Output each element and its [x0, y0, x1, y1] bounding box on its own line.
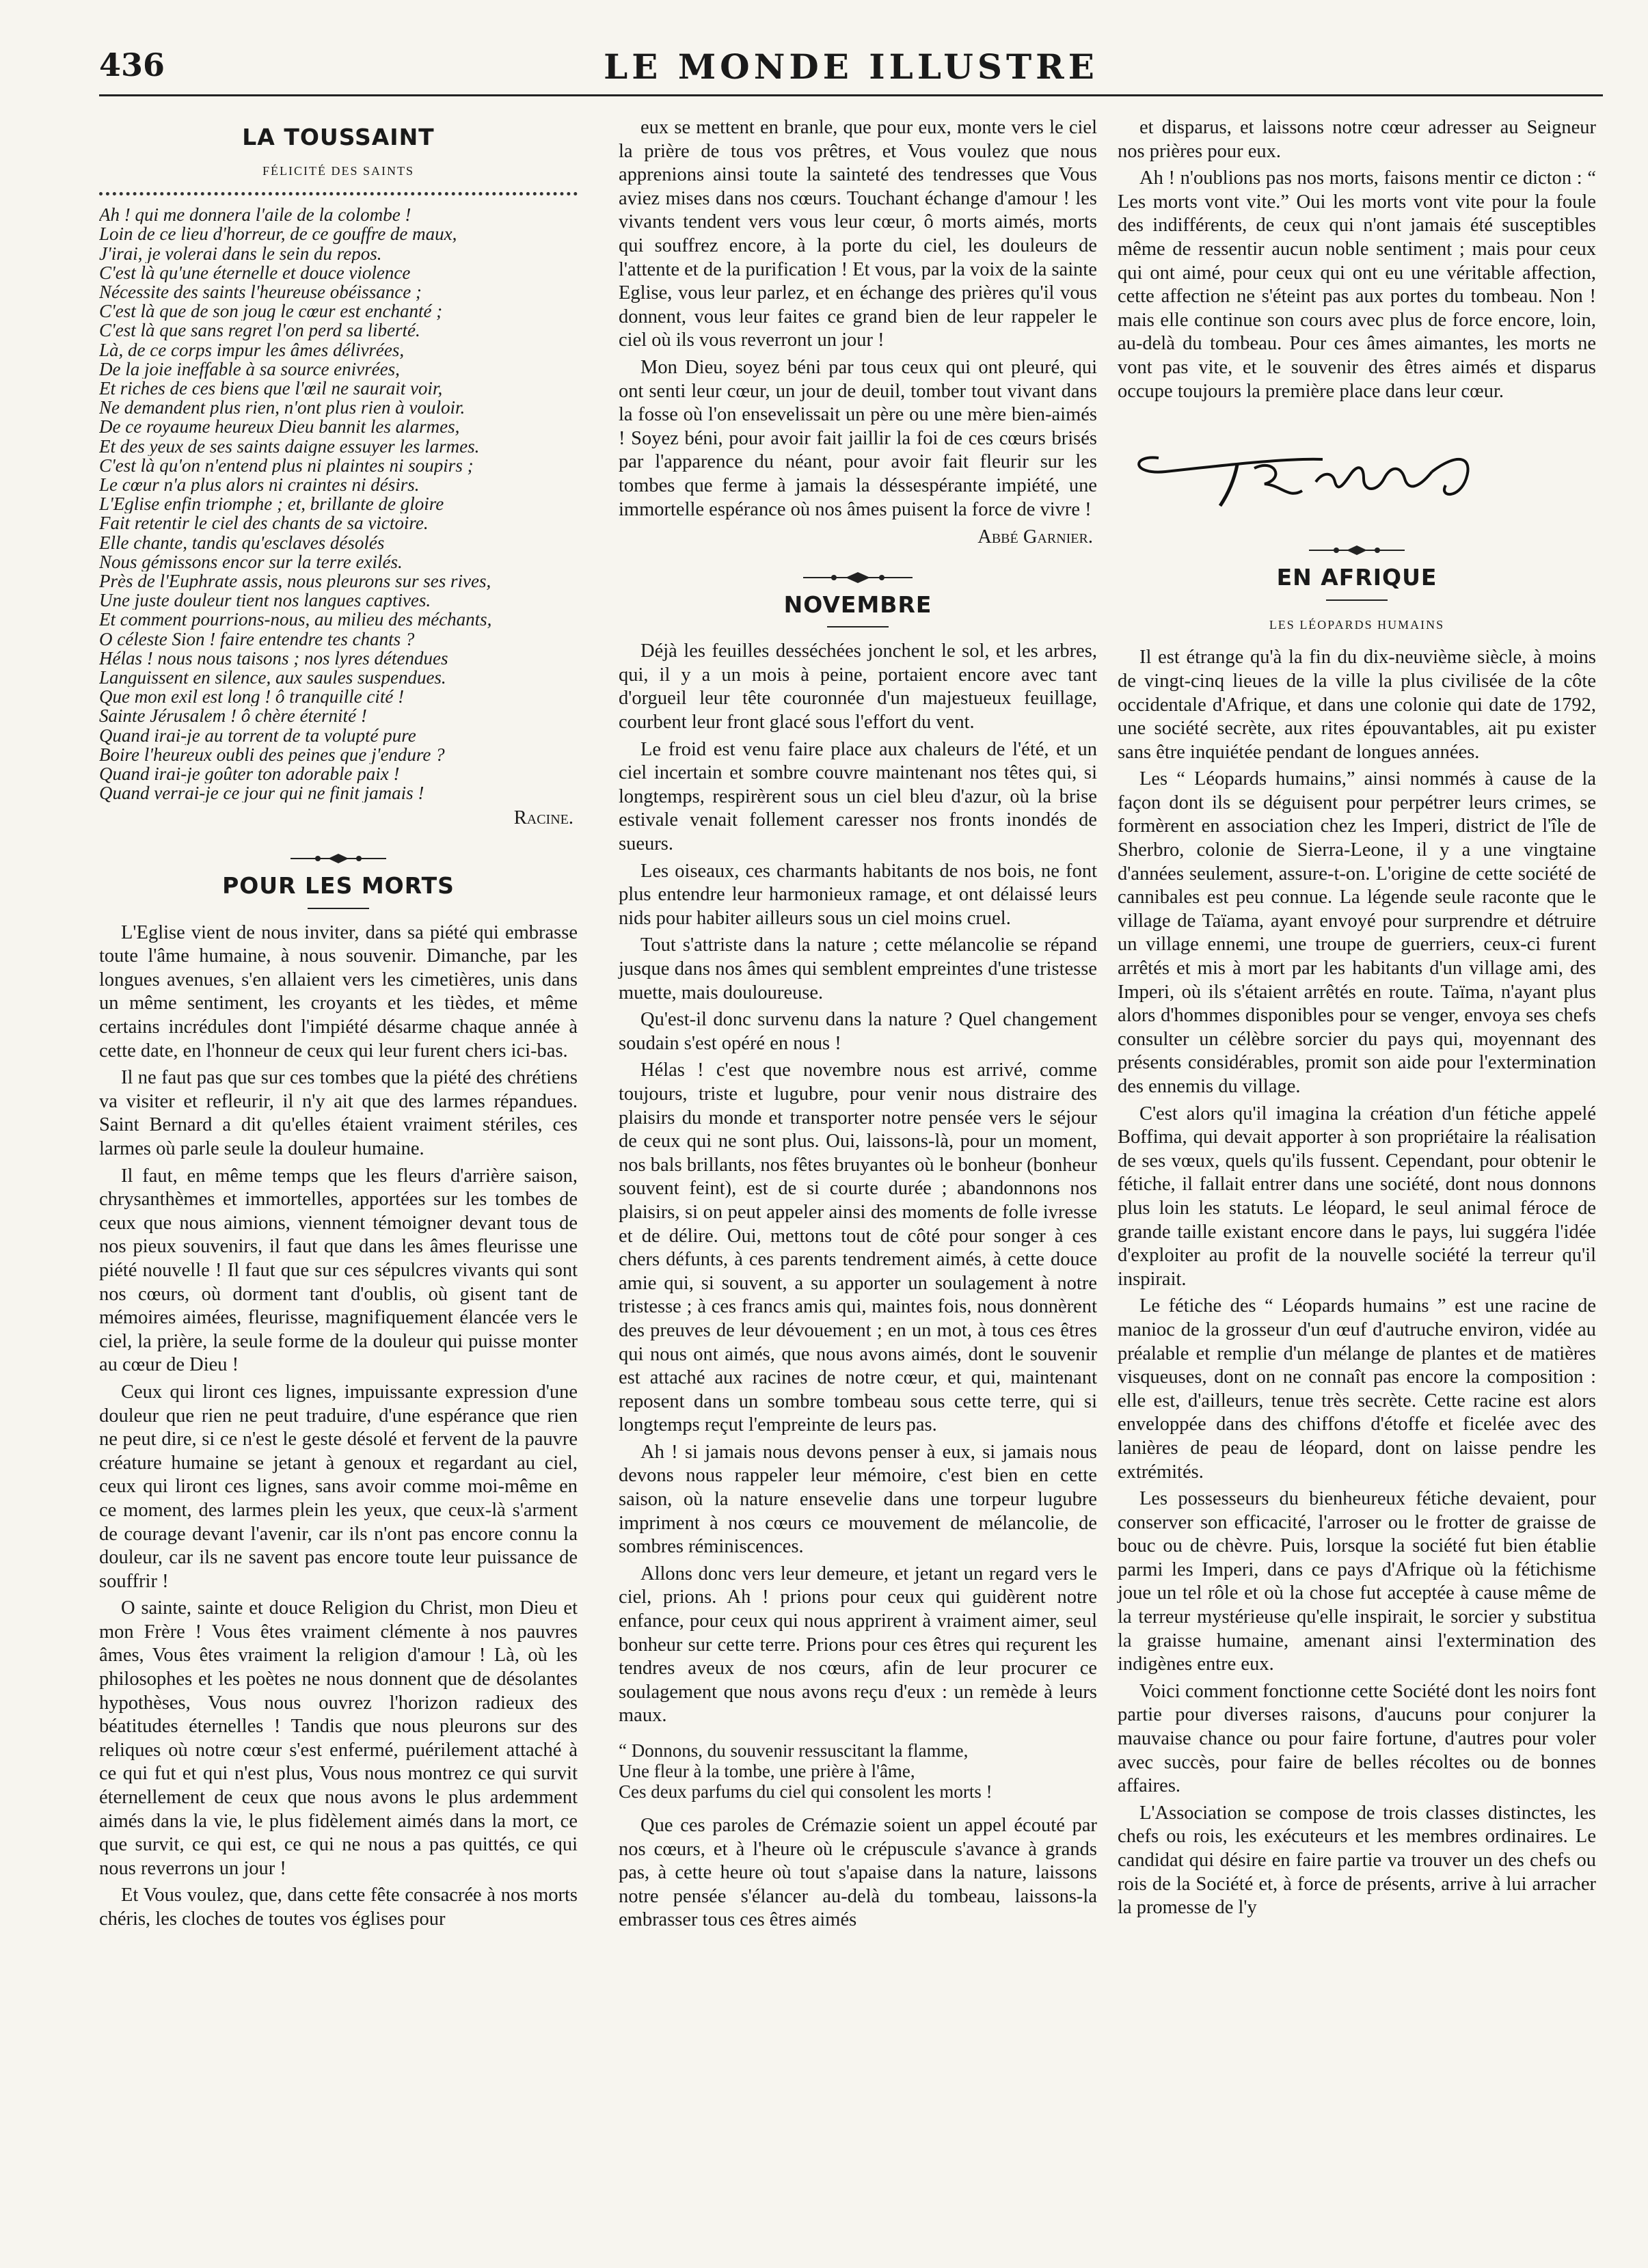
poem-line: Que mon exil est long ! ô tranquille cité !	[99, 687, 405, 707]
article-paragraph: et disparus, et laissons notre cœur adresser au Seigneur nos prières pour eux.	[1118, 117, 1596, 162]
quote-line: Ces deux parfums du ciel qui consolent les morts !	[619, 1781, 992, 1802]
ornament-divider	[1118, 540, 1596, 554]
poem-line: C'est là qu'on n'entend plus ni plaintes ni soupirs ;	[99, 455, 474, 476]
article-paragraph: L'Eglise vient de nous inviter, dans sa piété qui embrasse toute l'âme humaine, à nous souvenir. Dimanche, par les longues avenues, s'en allaient vers les cimetières, unis dans un même sentiment, les croyants et les tièdes, et même certains incrédules dont l'impiété désarme chaque année à cette date, en l'honneur de ceux qui leur furent chers ici-bas.	[99, 921, 578, 1062]
poem-line: Fait retentir le ciel des chants de sa victoire.	[99, 513, 429, 533]
article-paragraph: Les “ Léopards humains,” ainsi nommés à cause de la façon dont ils se déguisent pour perpétrer leurs crimes, se formèrent en association chez les Imperi, district de l'île de Sherbro, colonie de Sierra-Leone, il y a une vingtaine d'années seulement, assure-t-on. L'origine de cette société de cannibales est peu connue. La légende seule raconte que le village de Taïama, ayant envoyé pour surprendre et détruire un village ennemi, une troupe de guerriers, ceux-ci furent arrêtés et mis à mort par les habitants d'un village ami, des Imperi, où ils s'étaient arrêtés en route. Taïma, n'ayant plus alors d'hommes disponibles pour se venger, envoya ses chefs consulter un célèbre sorcier du pays qui, moyennant des présents considérables, promit son aide pour l'extermination des ennemis du village.	[1118, 768, 1596, 1097]
article-paragraph: Et Vous voulez, que, dans cette fête consacrée à nos morts chéris, les cloches de toutes vos églises pour	[99, 1885, 578, 1930]
poem-line: Nécessite des saints l'heureuse obéissance ;	[99, 282, 422, 302]
novembre-paragraph: Que ces paroles de Crémazie soient un appel écouté par nos cœurs, et à l'heure où le crépuscule s'avance à grands pas, à cette heure où tout s'apaise dans la nature, laissons notre pensée s'élancer au-delà du tombeau, laissons-la embrasser tous ces êtres aimés	[619, 1815, 1097, 1931]
ornament-divider	[619, 567, 1097, 581]
poem-line: C'est là que sans regret l'on perd sa liberté.	[99, 321, 420, 340]
pour-les-morts-article	[99, 921, 578, 1932]
article-paragraph: eux se mettent en branle, que pour eux, monte vers le ciel la prière de tous vos prêtres, et Vous voulez que nous apprenions ainsi toute la sainteté des tendresses que Vous aviez mises dans nos cœurs. Touchant échange d'amour ! les vivants tendent vers vous leur cœur, ô morts aimés, morts qui souffrez encore, à la porte du ciel, les douleurs de l'attente et de la purification ! Et vous, par la voix de la sainte Eglise, vous leur parlez, et en échange des prières qu'il vous donnent, vous leur faites ce grand bien de leur rappeler le ciel où ils vous reverront un jour !	[619, 117, 1097, 351]
article-paragraph: Déjà les feuilles desséchées jonchent le sol, et les arbres, qui, il y a un mois à peine, portaient encore avec tant d'orgueil leur tête couronnée d'un majestueux feuillage, courbent leur front glacé sous l'effort du vent.	[619, 640, 1097, 733]
poem-line: Ah ! qui me donnera l'aile de la colombe !	[99, 205, 411, 225]
poem-line: Près de l'Euphrate assis, nous pleurons sur ses rives,	[99, 571, 491, 591]
poem-line: Quand irai-je goûter ton adorable paix !	[99, 764, 400, 784]
poem-line: Là, de ce corps impur les âmes délivrées,	[99, 340, 405, 360]
masthead	[99, 46, 1603, 101]
article-paragraph: Mon Dieu, soyez béni par tous ceux qui ont pleuré, qui ont senti leur cœur, un jour de deuil, tomber tout vivant dans la fosse où l'on ensevelissait un père ou une mère bien-aimés ! Soyez béni, pour avoir fait jaillir la foi de ces cœurs brisés par l'apparence du néant, pour avoir fait fleurir sur les tombes que ferme à jamais la déssespérante impiété, une immortelle espérance où nos âmes puisent la force de vivre !	[619, 356, 1097, 520]
article-paragraph: Les possesseurs du bienheureux fétiche devaient, pour conserver son efficacité, l'arroser ou le frotter de graisse de bouc ou de chèvre. Puis, lorsque la société fut bien établie parmi les Imperi, dans ce pays d'Afrique où la fétichisme joue un tel rôle et où la chose fut acceptée à cause même de la terreur mystérieuse qu'elle inspirait, le sorcier y substitua la graisse humaine, amenant ainsi l'extermination des indigènes entre eux.	[1118, 1488, 1596, 1675]
article-paragraph: Ah ! n'oublions pas nos morts, faisons mentir ce dicton : “ Les morts vont vite.” Oui les morts vont vite pour la foule des indifférents, de ceux qui n'ont jamais été susceptibles même de ressentir aucun noble sentiment ; mais pour ceux qui ont aimé, pour ceux qui ont eu une véritable affection, cette affection ne s'éteint pas aux portes du tombeau. Non ! mais elle continue son cours avec plus de force encore, loin, au-delà du tombeau. Pour ces âmes aimantes, les morts ne vont pas vite, et le souvenir des êtres aimés et disparus occupe toujours la première place dans leur cœur.	[1118, 167, 1596, 402]
poem-line: J'irai, je volerai dans le sein du repos.	[99, 243, 382, 263]
article-paragraph: O sainte, sainte et douce Religion du Christ, mon Dieu et mon Frère ! Vous êtes vraiment clémente à nos pauvres âmes, Vous êtes vraiment la religion d'amour ! Là, où les philosophes et les poètes ne nous donnent que de désolantes hypothèses, Vous nous ouvrez l'horizon radieux des béatitudes éternelles ! Tandis que nous pleurons sur des reliques où notre cœur s'est enfermé, puérilement attaché à ce qui fut et qui n'est plus, Vous nous montrez ce qui survit éternellement de ceux que nous avons le plus ardemment aimés dans la vie, le plus fidèlement aimés dans la mort, ce que survit, ce qui est, ce qui ne nous a pas quittés, ce qui nous reverrons un jour !	[99, 1597, 578, 1879]
cremazie-quote	[619, 1740, 1097, 1802]
toussaint-subtitle: FÉLICITÉ DES SAINTS	[262, 163, 414, 178]
poem-line: C'est là que de son joug le cœur est enchanté ;	[99, 301, 443, 321]
poem-line: C'est là qu'une éternelle et douce violence	[99, 262, 411, 282]
toussaint-title: LA TOUSSAINT	[242, 124, 435, 150]
poem-line: De ce royaume heureux Dieu bannit les alarmes,	[99, 417, 460, 437]
column-2	[619, 116, 1097, 1932]
article-paragraph: Hélas ! c'est que novembre nous est arrivé, comme toujours, triste et lugubre, pour venir nous distraire des plaisirs du monde et transporter notre pensée vers le séjour de ceux qui ne sont plus. Oui, laissons-là, pour un moment, nos bals brillants, nos fêtes bruyantes où le bonheur (bonheur souvent feint), est de si courte durée ; abandonnons nos plaisirs, si on peut appeler ainsi des moments de folle ivresse et de délire. Oui, mettons tout de côté pour songer à ces chers défunts, à ces parents tendrement aimés, à cette douce amie qui, si souvent, a su apporter un soulagement à notre tristesse ; à ces francs amis qui, maintes fois, nous donnèrent des preuves de leur dévouement ; en un mot, à tous ces êtres qui nous ont aimés, que nous avons aimés, dont le souvenir est attaché aux racines de notre cœur, et qui, maintenant reposent dans un sombre tombeau sous cette terre, qui si longtemps reçut l'empreinte de leurs pas.	[619, 1059, 1097, 1436]
article-paragraph: Allons donc vers leur demeure, et jetant un regard vers le ciel, prions. Ah ! prions pour ceux qui guidèrent notre enfance, pour ceux qui nous apprirent à vraiment aimer, seul bonheur sur cette terre. Prions pour ces êtres qui reçurent les tendres aveux de nos cœurs, afin de leur procurer ce soulagement que nous avons reçu d'eux : un remède à leurs maux.	[619, 1563, 1097, 1727]
pour-les-morts-title: POUR LES MORTS	[222, 872, 455, 900]
column-3	[1118, 116, 1596, 1923]
article-paragraph: Le froid est venu faire place aux chaleurs de l'été, et un ciel incertain et sombre couvre maintenant nos têtes qui, si longtemps, respirèrent sous un ciel bleu d'azur, où la brise estivale venait follement caresser nos fronts inondés de sueurs.	[619, 738, 1097, 855]
masthead-rule	[99, 94, 1603, 96]
quote-line: “ Donnons, du souvenir ressuscitant la flamme,	[619, 1740, 969, 1761]
article-paragraph: Tout s'attriste dans la nature ; cette mélancolie se répand jusque dans nos âmes qui semblent empreintes d'une tristesse muette, mais douloureuse.	[619, 934, 1097, 1003]
en-afrique-subtitle: LES LÉOPARDS HUMAINS	[1269, 617, 1445, 632]
poem-line: Nous gémissons encor sur la terre exilés.	[99, 552, 403, 572]
novembre-continuation	[1118, 116, 1596, 403]
poem-line: O céleste Sion ! faire entendre tes chants ?	[99, 629, 415, 649]
dotted-rule	[99, 192, 578, 195]
en-afrique-article	[1118, 646, 1596, 1919]
article-paragraph: Ceux qui liront ces lignes, impuissante expression d'une douleur que rien ne peut traduire, d'une espérance que rien ne peut dire, si ce n'est le geste désolé et fervent de la pauvre créature humaine se jetant à genoux et regardant au ciel, ceux qui liront ces lignes, sans avoir comme moi-même en ce moment, des larmes plein les yeux, que ceux-là s'arment de courage devant l'avenir, car ils n'ont pas encore connu la douleur, car ils ne savent pas encore toute leur puissance de souffrir !	[99, 1381, 578, 1592]
poem-line: Loin de ce lieu d'horreur, de ce gouffre de maux,	[99, 224, 457, 244]
handwritten-signature	[1118, 417, 1596, 519]
poem-line: Boire l'heureux oubli des peines que j'endure ?	[99, 744, 445, 765]
en-afrique-title: EN AFRIQUE	[1276, 564, 1437, 591]
poem-line: L'Eglise enfin triomphe ; et, brillante de gloire	[99, 494, 444, 514]
page-number: 436	[99, 46, 165, 83]
poem-line: De la joie ineffable à sa source enivrées,	[99, 359, 400, 379]
article-paragraph: C'est alors qu'il imagina la création d'un fétiche appelé Boffima, qui devait apporter à son propriétaire la réalisation de ses vœux, quels qu'ils fussent. Cependant, pour obtenir le fétiche, il fallait entrer dans une société, dont nous donnons plus loin les statuts. Le léopard, le seul animal féroce de grande taille existant encore dans le pays, lui suggéra l'idée d'exploiter au profit de la nouvelle société la terreur qu'il inspirait.	[1118, 1103, 1596, 1290]
title-rule	[827, 626, 889, 627]
title-rule	[1326, 599, 1388, 601]
article-paragraph: Le fétiche des “ Léopards humains ” est une racine de manioc de la grosseur d'un œuf d'autruche environ, vidée au préalable et remplie d'un mélange de plantes et de matières visqueuses, dont on ne connaît pas encore la composition : elle est, d'ailleurs, tenue très secrète. Cette racine est alors enveloppée dans des chiffons d'étoffe et ficelée avec des lanières de peau de léopard, dont on laisse pendre les extrémités.	[1118, 1295, 1596, 1483]
poem-author: Racine.	[513, 807, 573, 829]
morts-author: Abbé Garnier.	[977, 526, 1093, 548]
quote-line: Une fleur à la tombe, une prière à l'âme,	[619, 1761, 915, 1781]
article-paragraph: Il est étrange qu'à la fin du dix-neuvième siècle, à moins de vingt-cinq lieues de la ville la plus civilisée de la côte occidentale d'Afrique, et dans une colonie qui date de 1792, une société secrète, aux rites épouvantables, ait pu exister sans être inquiétée pendant de longues années.	[1118, 647, 1596, 763]
article-paragraph: Il ne faut pas que sur ces tombes que la piété des chrétiens va visiter et refleurir, il n'y ait que des larmes répandues. Saint Bernard a dit qu'elles étaient vraiment stériles, ces larmes où parle seule la douleur humaine.	[99, 1067, 578, 1160]
poem-line: Quand irai-je au torrent de ta volupté pure	[99, 725, 416, 745]
poem-line: Quand verrai-je ce jour qui ne finit jamais !	[99, 783, 424, 803]
article-paragraph: Il faut, en même temps que les fleurs d'arrière saison, chrysanthèmes et immortelles, apportées sur les tombes de ceux que nous aimions, viennent témoigner devant tous de nos pieux souvenirs, il faut que dans les âmes fleurisse une piété nouvelle ! Il faut que sur ces sépulcres vivants qui sont nos cœurs, où dorment tant d'oublis, où gisent tant de mémoires aimées, fleurisse, magnifiquement élancée vers le ciel, la prière, la seule forme de la douleur qui puisse monter au cœur de Dieu !	[99, 1165, 578, 1376]
journal-title: LE MONDE ILLUSTRE	[604, 46, 1098, 87]
poem-line: Elle chante, tandis qu'esclaves désolés	[99, 532, 385, 552]
novembre-article	[619, 640, 1097, 1728]
column-1	[99, 116, 578, 1935]
poem-line: Sainte Jérusalem ! ô chère éternité !	[99, 706, 367, 726]
article-paragraph: L'Association se compose de trois classes distinctes, les chefs ou rois, les exécuteurs et les membres ordinaires. Le candidat qui désire en faire partie va trouver un des chefs ou rois de la Société et, à force de présents, arrive à lui arracher la promesse de l'y	[1118, 1802, 1596, 1919]
article-paragraph: Les oiseaux, ces charmants habitants de nos bois, ne font plus entendre leur harmonieux ramage, et ont délaissé leurs nids pour habiter ailleurs sous un ciel moins cruel.	[619, 860, 1097, 929]
article-paragraph: Qu'est-il donc survenu dans la nature ? Quel changement soudain s'est opéré en nous !	[619, 1009, 1097, 1054]
poem-line: Hélas ! nous nous taisons ; nos lyres détendues	[99, 648, 448, 669]
poem-line: Une juste douleur tient nos langues captives.	[99, 591, 431, 610]
ornament-divider	[99, 848, 578, 862]
title-rule	[308, 908, 369, 909]
novembre-title: NOVEMBRE	[783, 591, 932, 618]
poem-line: Languissent en silence, aux saules suspendues.	[99, 668, 446, 688]
poem-line: Ne demandent plus rien, n'ont plus rien à vouloir.	[99, 398, 465, 418]
poem-line: Et des yeux de ses saints daigne essuyer les larmes.	[99, 436, 480, 456]
poem-line: Et comment pourrions-nous, au milieu des méchants,	[99, 610, 492, 630]
poem-line: Et riches de ces biens que l'œil ne saurait voir,	[99, 379, 443, 399]
article-paragraph: Voici comment fonctionne cette Société dont les noirs font partie pour diverses raisons, d'aucuns pour conjurer la mauvaise chance ou pour faire fortune, d'autres pour voler avec succès, pour faire de belles récoltes ou de bonnes affaires.	[1118, 1680, 1596, 1797]
toussaint-poem	[99, 205, 578, 802]
article-paragraph: Ah ! si jamais nous devons penser à eux, si jamais nous devons nous rappeler leur mémoire, c'est bien en cette saison, où la nature ensevelie dans une torpeur lugubre impriment à nos cœurs ce mouvement de mélancolie, de sombres réminiscences.	[619, 1441, 1097, 1558]
pour-les-morts-continuation	[619, 116, 1097, 522]
poem-line: Le cœur n'a plus alors ni craintes ni désirs.	[99, 475, 420, 495]
